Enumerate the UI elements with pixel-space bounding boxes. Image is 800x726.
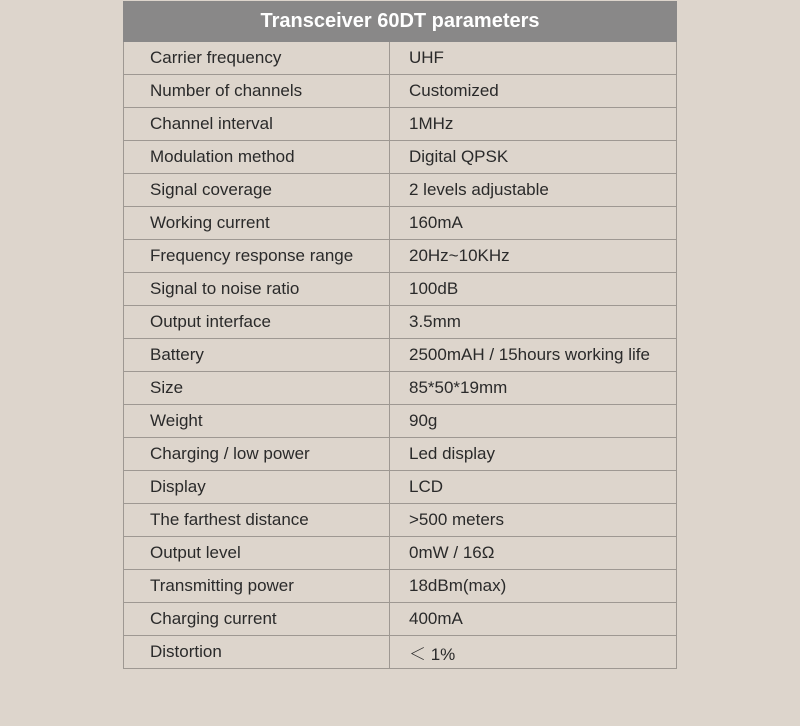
param-value: 85*50*19mm xyxy=(390,372,677,405)
table-header-row xyxy=(124,2,677,42)
param-value: 90g xyxy=(390,405,677,438)
table-row xyxy=(124,372,677,405)
param-value: 20Hz~10KHz xyxy=(390,240,677,273)
param-value: 400mA xyxy=(390,603,677,636)
param-name: The farthest distance xyxy=(124,504,390,537)
param-value: LCD xyxy=(390,471,677,504)
param-name: Output interface xyxy=(124,306,390,339)
table-row xyxy=(124,42,677,75)
table-row xyxy=(124,504,677,537)
param-name: Transmitting power xyxy=(124,570,390,603)
param-name: Signal to noise ratio xyxy=(124,273,390,306)
param-name: Charging current xyxy=(124,603,390,636)
param-name: Battery xyxy=(124,339,390,372)
param-value: UHF xyxy=(390,42,677,75)
table-row xyxy=(124,108,677,141)
table-body xyxy=(124,42,677,669)
table-row xyxy=(124,537,677,570)
param-name: Number of channels xyxy=(124,75,390,108)
table-row xyxy=(124,471,677,504)
parameters-table xyxy=(123,1,677,669)
param-value: Customized xyxy=(390,75,677,108)
param-value: 3.5mm xyxy=(390,306,677,339)
param-value: 2 levels adjustable xyxy=(390,174,677,207)
param-name: Working current xyxy=(124,207,390,240)
table-row xyxy=(124,438,677,471)
param-value: 2500mAH / 15hours working life xyxy=(390,339,677,372)
param-name: Modulation method xyxy=(124,141,390,174)
param-name: Size xyxy=(124,372,390,405)
table-row xyxy=(124,339,677,372)
table-row xyxy=(124,75,677,108)
param-name: Carrier frequency xyxy=(124,42,390,75)
param-name: Weight xyxy=(124,405,390,438)
table-title: Transceiver 60DT parameters xyxy=(124,2,677,42)
table-row xyxy=(124,240,677,273)
table-row xyxy=(124,306,677,339)
param-value: 160mA xyxy=(390,207,677,240)
param-value: Led display xyxy=(390,438,677,471)
table-row xyxy=(124,273,677,306)
table-row xyxy=(124,636,677,669)
table-row xyxy=(124,570,677,603)
param-name: Signal coverage xyxy=(124,174,390,207)
table-row xyxy=(124,603,677,636)
table-row xyxy=(124,141,677,174)
table-row xyxy=(124,207,677,240)
table-row xyxy=(124,405,677,438)
param-value: ＜ 1% xyxy=(390,636,677,669)
param-value: 0mW / 16Ω xyxy=(390,537,677,570)
param-value: 100dB xyxy=(390,273,677,306)
param-name: Charging / low power xyxy=(124,438,390,471)
param-value: >500 meters xyxy=(390,504,677,537)
param-name: Distortion xyxy=(124,636,390,669)
table-row xyxy=(124,174,677,207)
param-name: Display xyxy=(124,471,390,504)
param-value: Digital QPSK xyxy=(390,141,677,174)
param-value: 18dBm(max) xyxy=(390,570,677,603)
param-value: 1MHz xyxy=(390,108,677,141)
param-name: Output level xyxy=(124,537,390,570)
param-name: Channel interval xyxy=(124,108,390,141)
param-name: Frequency response range xyxy=(124,240,390,273)
